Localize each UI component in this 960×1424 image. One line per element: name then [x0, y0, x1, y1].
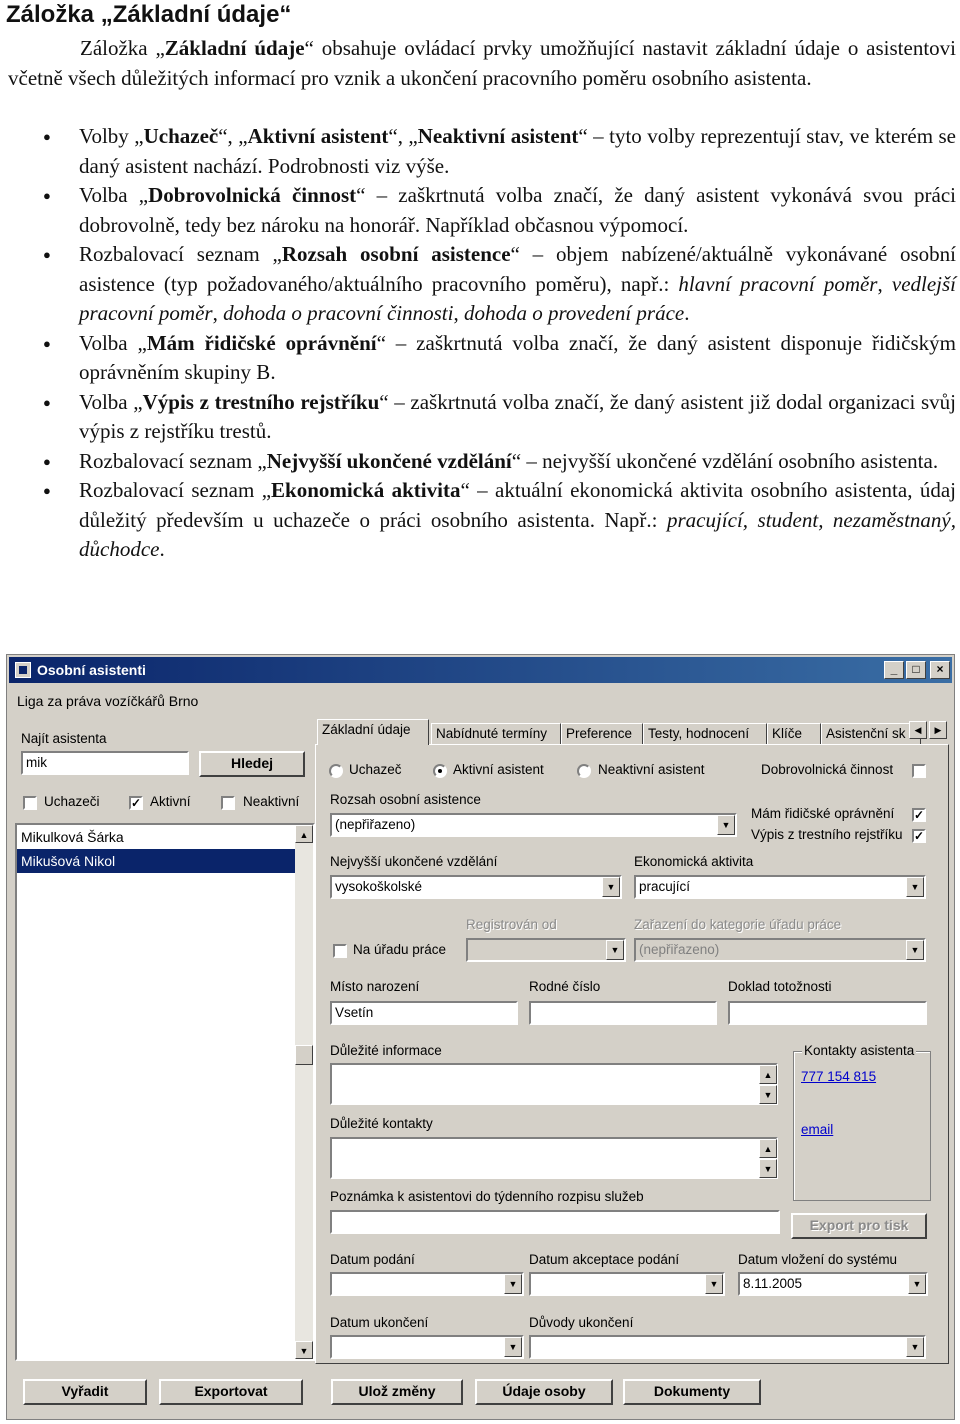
chevron-down-icon[interactable]: ▼	[906, 877, 924, 897]
email-link[interactable]: email	[801, 1122, 834, 1137]
list-item[interactable]: Mikulková Šárka	[21, 829, 124, 845]
tab-preference[interactable]: Preference	[561, 723, 643, 745]
chevron-down-icon[interactable]: ▼	[906, 1337, 924, 1357]
vzdelani-value: vysokoškolské	[335, 879, 423, 894]
registrovan-label: Registrován od	[466, 917, 557, 932]
list-item: ● Rozbalovací seznam „Ekonomická aktivita“ – aktuální ekonomická aktivita osobního asistenta, údaj důležitý především u uchazeče o práci osobního asistenta. Např.: pracující, student, nezaměstnaný, důchodce.	[0, 476, 956, 565]
kontakty-title: Kontakty asistenta	[804, 1043, 915, 1058]
registrovan-select[interactable]	[466, 938, 626, 962]
list-item: ● Volba „Výpis z trestního rejstříku“ – zaškrtnutá volba značí, že daný asistent již dodal organizaci svůj výpis z rejstříku trestů.	[0, 388, 956, 447]
chevron-down-icon[interactable]: ▼	[906, 940, 924, 960]
datum-ukonceni-label: Datum ukončení	[330, 1315, 429, 1330]
ekonomicka-value: pracující	[639, 879, 691, 894]
zarazeni-label: Zařazení do kategorie úřadu práce	[634, 917, 842, 932]
organization-name: Liga za práva vozíčkářů Brno	[17, 693, 199, 709]
app-window	[6, 654, 955, 1420]
datum-podani-select[interactable]	[330, 1272, 524, 1296]
dulezite-informace-label: Důležité informace	[330, 1043, 442, 1058]
scroll-down-icon[interactable]: ▼	[759, 1085, 777, 1104]
tab-scroll-left-icon[interactable]: ◀	[909, 721, 927, 739]
uchazeci-label: Uchazeči	[44, 794, 100, 809]
list-scrollbar[interactable]	[295, 825, 313, 1359]
section-title: Záložka „Základní údaje“	[6, 1, 292, 28]
uchazec-radio[interactable]	[329, 764, 343, 778]
assistant-list[interactable]	[15, 823, 315, 1361]
list-item: ● Rozbalovací seznam „Nejvyšší ukončené vzdělání“ – nejvyšší ukončené vzdělání osobního asistenta.	[0, 447, 956, 477]
ridicske-checkbox[interactable]: ✓	[914, 808, 925, 822]
aktivni-checkbox[interactable]: ✓	[131, 796, 142, 810]
datum-vlozeni-select[interactable]	[738, 1272, 928, 1296]
window-title: Osobní asistenti	[37, 662, 146, 678]
na-uradu-checkbox[interactable]	[333, 944, 347, 958]
aktivni-asistent-radio[interactable]	[433, 764, 447, 778]
ekonomicka-select[interactable]	[634, 875, 926, 899]
tab-zakladni-udaje[interactable]: Základní údaje	[317, 719, 429, 745]
maximize-icon[interactable]: □	[906, 661, 926, 679]
dobrovolnicka-checkbox[interactable]	[912, 764, 926, 778]
rozsah-value: (nepřiřazeno)	[335, 817, 416, 832]
dobrovolnicka-label: Dobrovolnická činnost	[761, 762, 894, 777]
dulezite-kontakty-label: Důležité kontakty	[330, 1116, 433, 1131]
list-item[interactable]: Mikušová Nikol	[17, 849, 313, 873]
tab-nabidnute-terminy[interactable]: Nabídnuté termíny	[431, 723, 561, 745]
duvody-ukonceni-label: Důvody ukončení	[529, 1315, 634, 1330]
doklad-input[interactable]	[728, 1001, 927, 1025]
title-bar[interactable]	[9, 657, 952, 683]
bullet-list	[0, 122, 956, 565]
scroll-up-icon[interactable]: ▲	[759, 1065, 777, 1084]
zarazeni-value: (nepřiřazeno)	[639, 942, 720, 957]
vzdelani-label: Nejvyšší ukončené vzdělání	[330, 854, 498, 869]
neaktivni-asistent-radio[interactable]	[577, 764, 591, 778]
app-icon	[15, 662, 31, 678]
na-uradu-label: Na úřadu práce	[353, 942, 447, 957]
rozsah-select[interactable]	[330, 813, 737, 837]
list-item: ● Rozbalovací seznam „Rozsah osobní asistence“ – objem nabízené/aktuálně vykonávané osobní asistence (typ požadovaného/aktuálního pracovního poměru), např.: hlavní pracovní poměr, vedlejší pracovní poměr, dohoda o pracovní činnosti, dohoda o provedení práce.	[0, 240, 956, 329]
dulezite-informace-input[interactable]	[330, 1063, 778, 1105]
zarazeni-select[interactable]	[634, 938, 926, 962]
udaje-osoby-button[interactable]: Údaje osoby	[475, 1379, 613, 1405]
intro-paragraph: Záložka „Základní údaje“ obsahuje ovládací prvky umožňující nastavit základní údaje o asistentovi včetně všech důležitých informací pro vznik a ukončení pracovního poměru osobního asistenta.	[8, 36, 956, 90]
poznamka-label: Poznámka k asistentovi do týdenního rozpisu služeb	[330, 1189, 644, 1204]
ekonomicka-label: Ekonomická aktivita	[634, 854, 754, 869]
tab-klice[interactable]: Klíče	[767, 723, 821, 745]
datum-ukonceni-select[interactable]	[330, 1335, 524, 1359]
datum-podani-label: Datum podání	[330, 1252, 415, 1267]
chevron-down-icon[interactable]: ▼	[717, 815, 735, 835]
tab-testy-hodnoceni[interactable]: Testy, hodnocení	[643, 723, 767, 745]
doklad-label: Doklad totožnosti	[728, 979, 832, 994]
scroll-down-icon[interactable]: ▼	[759, 1159, 777, 1178]
chevron-down-icon[interactable]: ▼	[602, 877, 620, 897]
neaktivni-asistent-label: Neaktivní asistent	[598, 762, 705, 777]
scroll-up-icon[interactable]: ▲	[759, 1139, 777, 1158]
chevron-down-icon[interactable]: ▼	[908, 1274, 926, 1294]
tab-scroll-right-icon[interactable]: ▶	[929, 721, 947, 739]
datum-akceptace-label: Datum akceptace podání	[529, 1252, 680, 1267]
datum-vlozeni-label: Datum vložení do systému	[738, 1252, 898, 1267]
close-icon[interactable]: ×	[930, 661, 950, 679]
misto-narozeni-label: Místo narození	[330, 979, 420, 994]
neaktivni-label: Neaktivní	[243, 794, 300, 809]
vypis-label: Výpis z trestního rejstříku	[751, 827, 903, 842]
neaktivni-checkbox[interactable]	[221, 796, 235, 810]
rozsah-label: Rozsah osobní asistence	[330, 792, 481, 807]
rodne-cislo-input[interactable]	[529, 1001, 717, 1025]
ridicske-label: Mám řidičské oprávnění	[751, 806, 895, 821]
vypis-checkbox[interactable]: ✓	[914, 829, 925, 843]
uloz-zmeny-button[interactable]: Ulož změny	[331, 1379, 463, 1405]
phone-link[interactable]: 777 154 815	[801, 1069, 877, 1084]
minimize-icon[interactable]: _	[884, 661, 904, 679]
misto-narozeni-input[interactable]: Vsetín	[330, 1001, 518, 1025]
uchazeci-checkbox[interactable]	[23, 796, 37, 810]
search-label: Najít asistenta	[21, 731, 107, 746]
dulezite-kontakty-input[interactable]	[330, 1137, 778, 1179]
chevron-down-icon[interactable]: ▼	[705, 1274, 723, 1294]
uchazec-label: Uchazeč	[349, 762, 402, 777]
scroll-up-icon[interactable]: ▲	[295, 825, 313, 843]
tab-strip	[315, 719, 931, 745]
tab-asistencni-skupiny[interactable]: Asistenční sk	[821, 723, 921, 745]
rodne-cislo-label: Rodné číslo	[529, 979, 601, 994]
vyradit-button[interactable]: Vyřadit	[23, 1379, 147, 1405]
chevron-down-icon[interactable]: ▼	[504, 1337, 522, 1357]
dokumenty-button[interactable]: Dokumenty	[623, 1379, 761, 1405]
aktivni-label: Aktivní	[150, 794, 191, 809]
list-item: ● Volba „Mám řidičské oprávnění“ – zaškrtnutá volba značí, že daný asistent disponuje řidičským oprávněním skupiny B.	[0, 329, 956, 388]
vzdelani-select[interactable]	[330, 875, 622, 899]
poznamka-input[interactable]	[330, 1210, 780, 1234]
datum-vlozeni-value: 8.11.2005	[743, 1276, 803, 1291]
list-item: ● Volba „Dobrovolnická činnost“ – zaškrtnutá volba značí, že daný asistent vykonává svou práci dobrovolně, tedy bez nároku na honorář. Například občasnou výpomocí.	[0, 181, 956, 240]
list-item: ● Volby „Uchazeč“, „Aktivní asistent“, „Neaktivní asistent“ – tyto volby reprezentují stav, ve kterém se daný asistent nachází. Podrobnosti viz výše.	[0, 122, 956, 181]
datum-akceptace-select[interactable]	[529, 1272, 725, 1296]
scroll-down-icon[interactable]: ▼	[295, 1341, 313, 1359]
search-input[interactable]: mik	[21, 751, 189, 775]
aktivni-asistent-label: Aktivní asistent	[453, 762, 544, 777]
scroll-thumb[interactable]	[295, 1045, 313, 1065]
duvody-ukonceni-select[interactable]	[529, 1335, 926, 1359]
exportovat-button[interactable]: Exportovat	[159, 1379, 303, 1405]
chevron-down-icon[interactable]: ▼	[504, 1274, 522, 1294]
chevron-down-icon[interactable]: ▼	[606, 940, 624, 960]
search-button[interactable]: Hledej	[199, 751, 305, 777]
export-pro-tisk-button[interactable]: Export pro tisk	[791, 1213, 927, 1239]
